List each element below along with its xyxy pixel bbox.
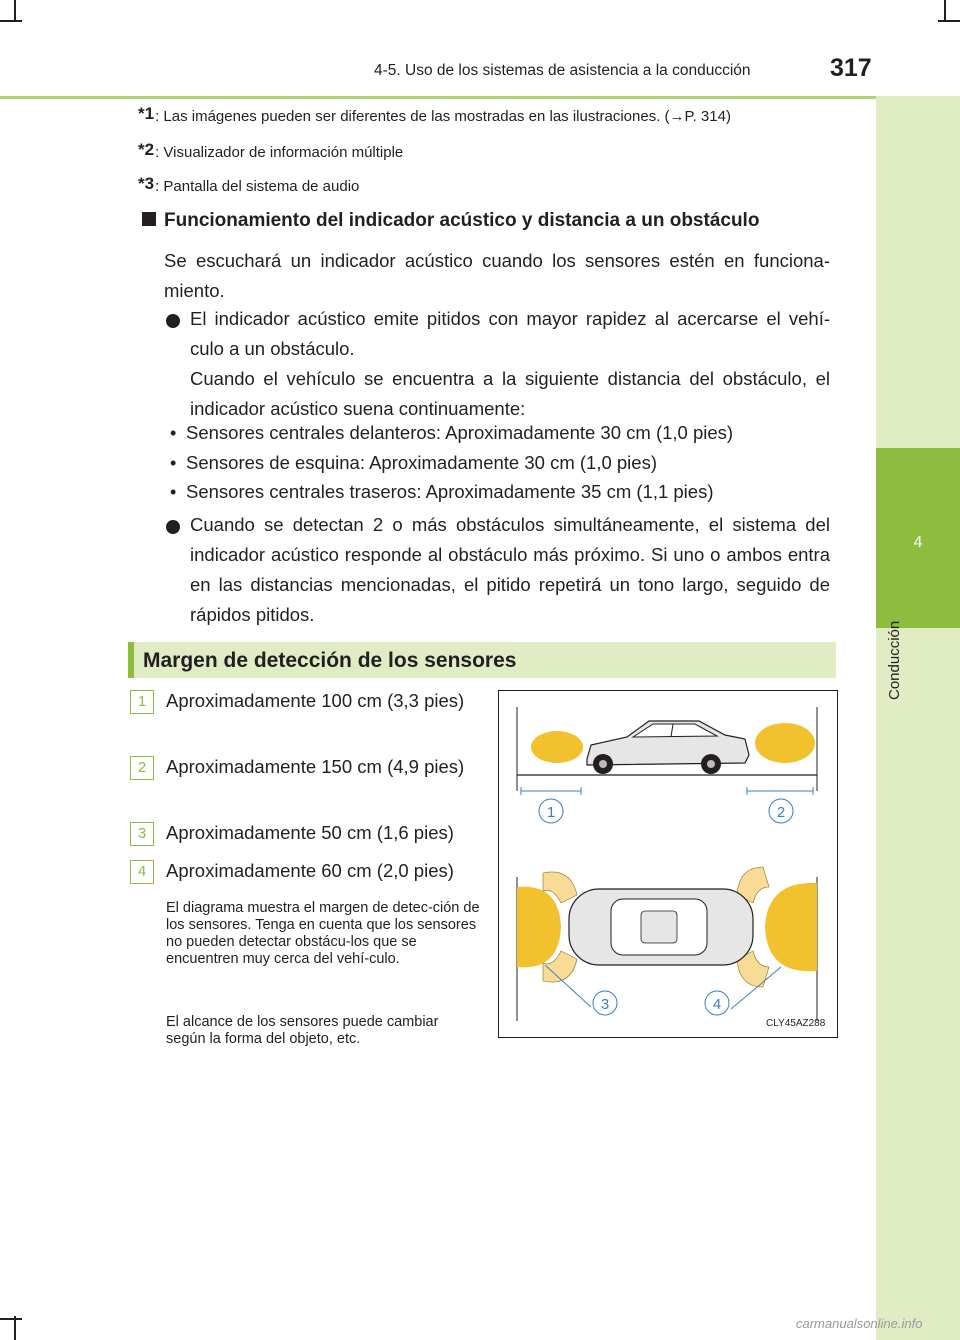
range-item-2: Aproximadamente 150 cm (4,9 pies): [166, 756, 465, 777]
footnote-2: [138, 140, 403, 161]
crop-mark: [0, 1318, 22, 1320]
sub-item-text: Sensores centrales traseros: Aproximadamente 35 cm (1,1 pies): [186, 481, 714, 502]
bullet-1-line-2: Cuando el vehículo se encuentra a la siguiente distancia del obstáculo, el indicador acústico suena continuamente:: [190, 368, 830, 419]
item-number: 2: [130, 756, 154, 780]
callout-label-1: 1: [546, 804, 556, 821]
footnote-3: [138, 174, 359, 195]
subsection-heading: [142, 210, 759, 232]
figure-code: CLY45AZ288: [766, 1018, 826, 1029]
sub-item: • Sensores centrales traseros: Aproximadamente 35 cm (1,1 pies): [170, 481, 714, 502]
sub-item-text: Sensores centrales delanteros: Aproximadamente 30 cm (1,0 pies): [186, 422, 734, 443]
side-tab-background: [876, 96, 960, 1340]
watermark: carmanualsonline.info: [796, 1316, 923, 1331]
footnote-1: [138, 104, 731, 125]
note-1: El diagrama muestra el margen de detec-ción de los sensores. Tenga en cuenta que los sensores no pueden detectar obstácu-los que se encuentren muy cerca del vehí-culo.: [166, 900, 480, 967]
footnote-text: : Visualizador de información múltiple: [155, 144, 404, 161]
footnote-mark: *1: [138, 104, 155, 123]
crop-mark: [0, 20, 22, 22]
note-2: El alcance de los sensores puede cambiar según la forma del objeto, etc.: [166, 1014, 439, 1047]
footnote-text: : Las imágenes pueden ser diferentes de las mostradas en las ilustraciones. (→P. 314): [155, 108, 731, 125]
rear-center-zone: [765, 883, 817, 971]
subsection-heading-text: Funcionamiento del indicador acústico y distancia a un obstáculo: [164, 210, 760, 231]
sub-item: • Sensores centrales delanteros: Aproximadamente 30 cm (1,0 pies): [170, 422, 734, 443]
footnote-text: : Pantalla del sistema de audio: [155, 178, 360, 195]
crop-mark: [938, 20, 960, 22]
crop-mark: [944, 0, 946, 22]
item-number: 1: [130, 690, 154, 714]
page-number: 317: [830, 54, 872, 82]
square-bullet-icon: [142, 212, 156, 226]
range-item-4: Aproximadamente 60 cm (2,0 pies): [166, 860, 454, 881]
section-title-accent: [128, 642, 134, 678]
bullet-1-line-1: El indicador acústico emite pitidos con mayor rapidez al acercarse el vehí-culo a un obstáculo.: [190, 308, 830, 359]
bullet-paragraph-2: Cuando se detectan 2 o más obstáculos simultáneamente, el sistema del indicador acústico responde al obstáculo más próximo. Si uno o ambos entra en las distancias mencionadas, el pitido repetirá un tono largo, seguido de rápidos pitidos.: [190, 514, 830, 625]
callout-label-4: 4: [712, 996, 722, 1013]
item-number: 3: [130, 822, 154, 846]
crop-mark: [14, 0, 16, 22]
front-sensor-zone: [531, 731, 583, 763]
bullet-paragraph-1: [190, 304, 830, 424]
front-center-zone: [517, 887, 561, 968]
rear-sensor-zone: [755, 723, 815, 763]
sub-item-text: Sensores de esquina: Aproximadamente 30 cm (1,0 pies): [186, 452, 657, 473]
callout-label-3: 3: [600, 996, 610, 1013]
bullet-icon: [166, 314, 180, 328]
callout-label-2: 2: [776, 804, 786, 821]
header-rule: [0, 96, 960, 99]
footnote-mark: *2: [138, 140, 155, 159]
sensor-range-diagram: [499, 691, 837, 1037]
sub-item: • Sensores de esquina: Aproximadamente 30 cm (1,0 pies): [170, 452, 657, 473]
intro-paragraph: Se escuchará un indicador acústico cuando los sensores estén en funciona-miento.: [164, 250, 830, 301]
bullet-icon: [166, 520, 180, 534]
section-title: Margen de detección de los sensores: [143, 649, 517, 672]
range-item-1: Aproximadamente 100 cm (3,3 pies): [166, 690, 465, 711]
range-item-3: Aproximadamente 50 cm (1,6 pies): [166, 822, 454, 843]
chapter-number: 4: [913, 534, 923, 551]
sensor-range-figure: [498, 690, 838, 1038]
item-number: 4: [130, 860, 154, 884]
section-header: 4-5. Uso de los sistemas de asistencia a la conducción: [374, 62, 751, 79]
chapter-label: Conducción: [886, 620, 903, 700]
footnote-mark: *3: [138, 174, 155, 193]
